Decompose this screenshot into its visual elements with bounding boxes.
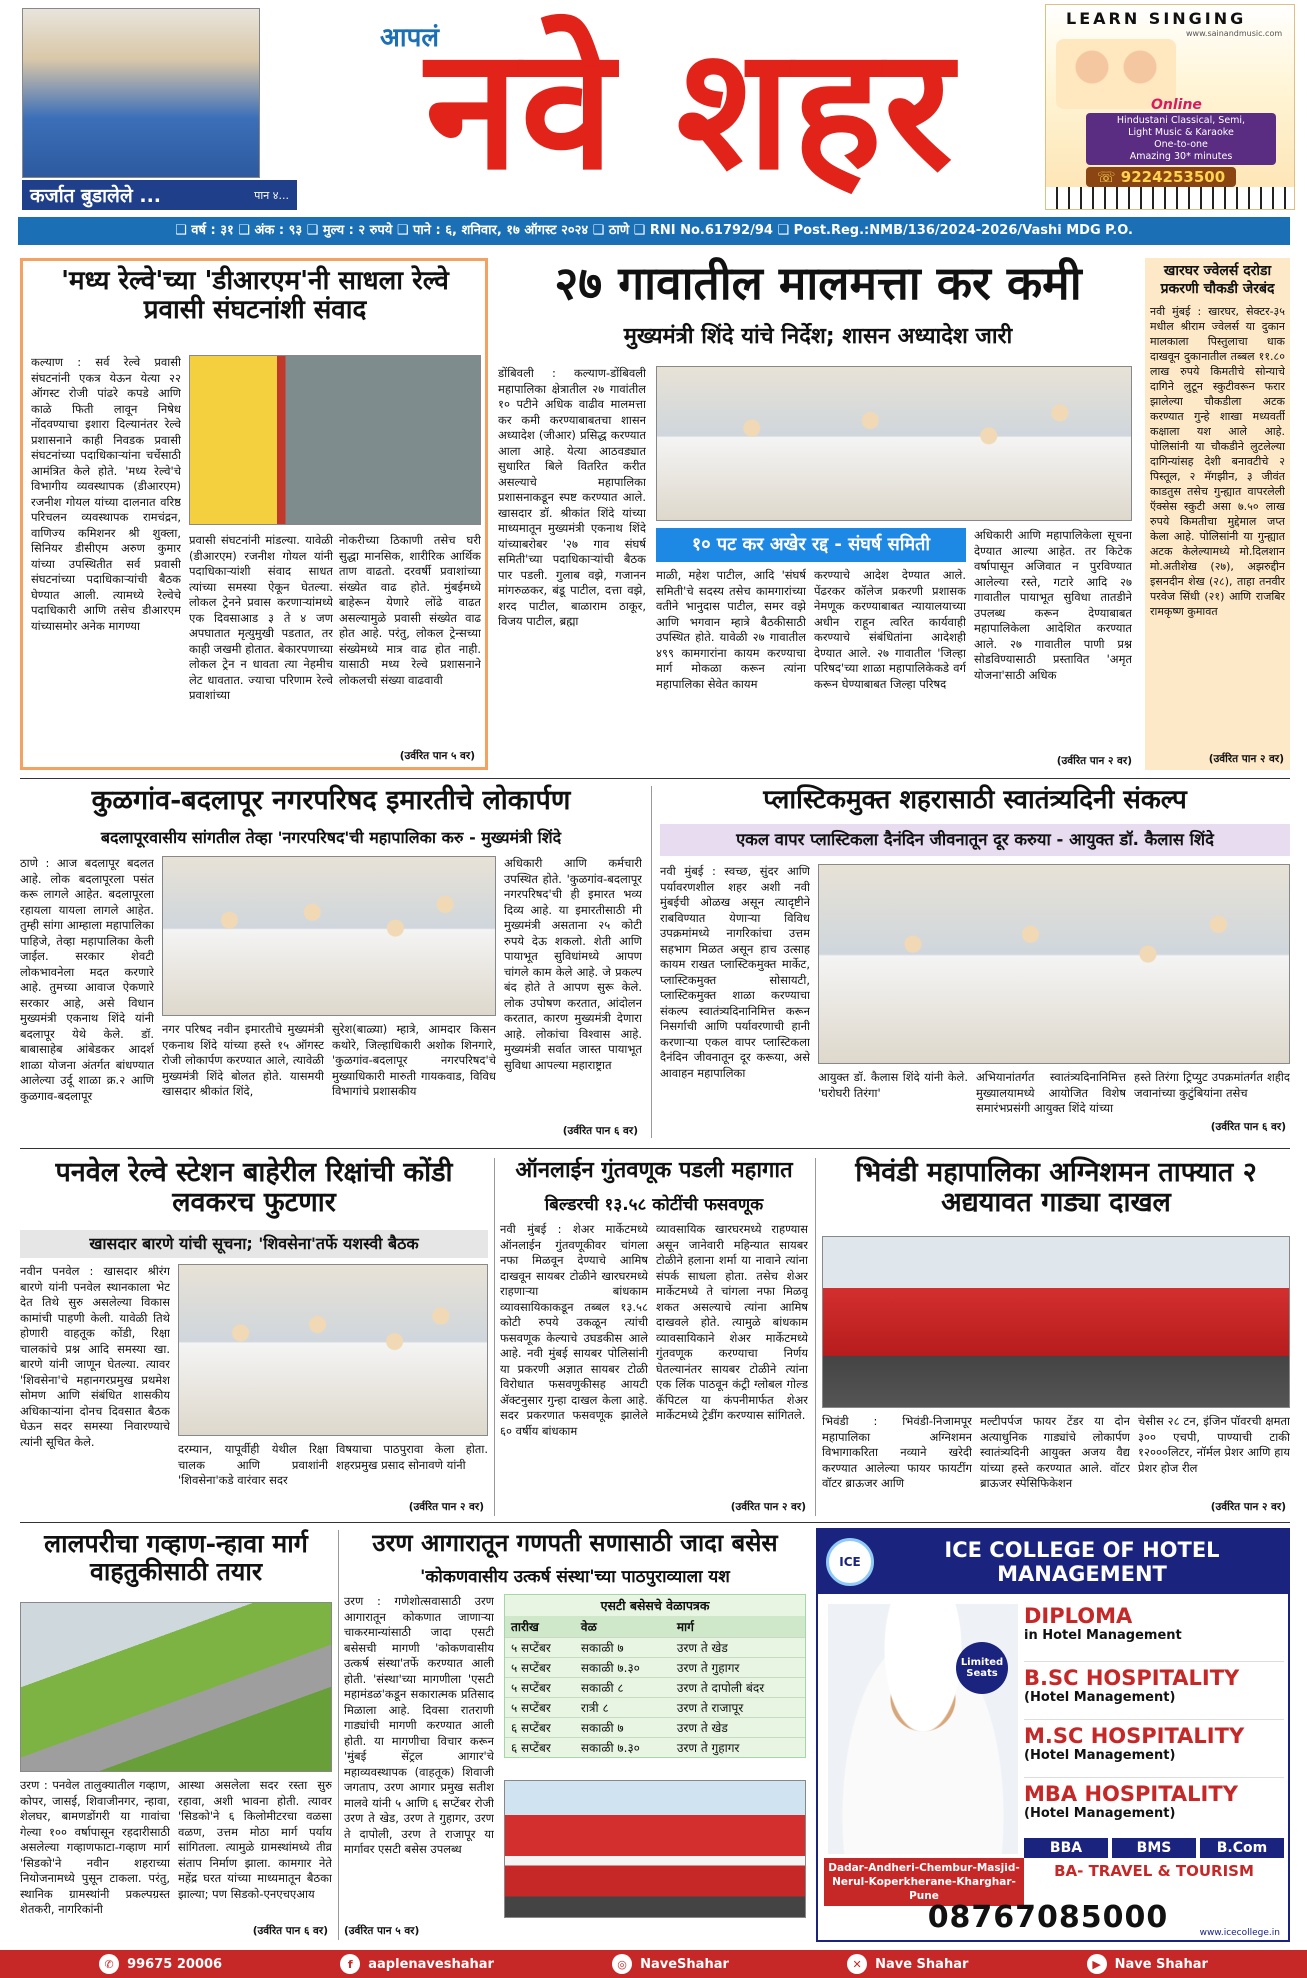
divider: [494, 1158, 495, 1516]
bhiwandi-col3: चेसीस २८ टन, इंजिन पॉवरची क्षमता ३०० एचपी, पाण्याची टाकी १२०००लिटर, नॉर्मल प्रेशर आणि हाय प्रेशर होज रील: [1138, 1414, 1290, 1475]
facebook-icon: f: [340, 1954, 360, 1974]
lalpari-continued: (उर्वरित पान ६ वर): [252, 1925, 328, 1937]
course-item: [1024, 1720, 1284, 1778]
divider: [20, 1522, 1290, 1523]
panvel-continued: (उर्वरित पान २ वर): [408, 1501, 484, 1513]
music-ad-brand: LEARN SINGING: [1066, 9, 1247, 28]
footer-whatsapp[interactable]: [99, 1954, 222, 1974]
table-row: [505, 1638, 805, 1658]
kharghar-headline: खारघर ज्वेलर्स दरोडा प्रकरणी चौकडी जेरबंद: [1160, 263, 1275, 297]
divider: [20, 1148, 1290, 1149]
facebook-handle: aaplenaveshahar: [368, 1956, 494, 1972]
panvel-col3: विषयाचा पाठपुरावा केला होता. शहरप्रमुख प्रसाद सोनावणे यांनी: [336, 1442, 488, 1472]
table-row: [505, 1738, 805, 1758]
table-cell: ६ सप्टेंबर: [505, 1718, 575, 1738]
kulgaon-col1: ठाणे : आज बदलापूर बदलत आहे. लोक बदलापूरला पसंत करू लागले आहेत. बदलापूरला रहायला यायला लागले आहेत. तुम्ही सांगा आम्हाला महापालिका पाहिजे, तेव्हा महापालिका केली जाईल. सरकार शेवटी लोकभावनेला मदत करणारे आहे. तुमच्या आवाज ऐकणारे सरकार आहे, असे विधान मुख्यमंत्री एकनाथ शिंदे यांनी बदलापूर येथे केले. डॉ. बाबासाहेब आंबेडकर आदर्श शाळा योजना अंतर्गत बांधण्यात आलेल्या उर्दू शाळा क्र.२ आणि कुळगाव-बदलापूर: [20, 856, 154, 1103]
uran-subheadline: 'कोकणवासीय उत्कर्ष संस्था'च्या पाठपुराव्याला यश: [420, 1567, 730, 1587]
whatsapp-icon: ✆: [99, 1954, 119, 1974]
bus-schedule-table: [505, 1616, 805, 1757]
plastic-subheadline: एकल वापर प्लास्टिकला दैनंदिन जीवनातून दूर करुया - आयुक्त डॉ. कैलास शिंदे: [660, 824, 1290, 856]
course-item: [1024, 1604, 1284, 1662]
uran-table-title: एसटी बसेसचे वेळापत्रक: [600, 1598, 710, 1613]
course-name: M.SC HOSPITALITY: [1024, 1724, 1245, 1748]
bhiwandi-col2: मल्टीपर्पज फायर टेंडर या दोन अत्याधुनिक गाड्यांचे लोकार्पण स्वातंत्र्यदिनी आयुक्त अजय वैद्य यांच्या हस्ते करण्यात आले. वॉटर ब्राऊजर स्पेसिफिकेशन: [980, 1414, 1130, 1490]
ice-logo-icon: ICE: [826, 1538, 874, 1586]
music-ad-line: Light Music & Karaoke: [1128, 127, 1234, 138]
online-subheadline: बिल्डरची १३.५८ कोटींची फसवणूक: [544, 1195, 764, 1215]
panvel-col2: दरम्यान, यापूर्वीही येथील रिक्षा चालक आणि प्रवाशांनी 'शिवसेना'कडे वारंवार सदर: [178, 1442, 328, 1487]
story-plastic: [660, 786, 1290, 1138]
bhiwandi-continued: (उर्वरित पान २ वर): [1210, 1501, 1286, 1513]
music-ad-line: Amazing 30* minutes: [1129, 151, 1233, 162]
ice-ad-title: ICE COLLEGE OF HOTEL MANAGEMENT: [944, 1538, 1220, 1586]
online-headline: ऑनलाईन गुंतवणूक पडली महागात: [515, 1157, 793, 1183]
kulgaon-subheadline: बदलापूरवासीय सांगतील तेव्हा 'नगरपरिषद'ची महापालिका करु - मुख्यमंत्री शिंदे: [100, 828, 562, 847]
instagram-icon: ◎: [612, 1954, 632, 1974]
table-cell: ५ सप्टेंबर: [505, 1638, 575, 1658]
table-row: [505, 1658, 805, 1678]
info-bar: ❑ वर्ष : ३१ ❑ अंक : ९३ ❑ मुल्य : २ रुपये ❑ पाने : ६, शनिवार, १७ ऑगस्ट २०२४ ❑ ठाणे ❑ RNI No.61792/94 ❑ Post.Reg.:NMB/136/2024-2026/Vashi MDG P.O.: [18, 217, 1290, 245]
kulgaon-col3: सुरेश(बाळ्या) म्हात्रे, आमदार किसन कथोरे, जिल्हाधिकारी अशोक शिनगारे, 'कुळगांव-बदलापूर नगरपरिषद'चे मुख्याधिकारी मारुती गायकवाड, विविध विभागांचे प्रशासकीय: [332, 1022, 496, 1098]
tax-subheadline: मुख्यमंत्री शिंदे यांचे निर्देश; शासन अध्यादेश जारी: [623, 324, 1013, 349]
divider: [651, 786, 652, 1138]
tax-headline: २७ गावातील मालमत्ता कर कमी: [554, 256, 1082, 310]
panvel-subheadline: खासदार बारणे यांची सूचना; 'शिवसेना'तर्फे यशस्वी बैठक: [20, 1230, 488, 1258]
course-detail: (Hotel Management): [1024, 1690, 1176, 1705]
ice-locations: Dadar-Andheri-Chembur-Masjid-Nerul-Koperkherane-Kharghar-Pune: [824, 1858, 1024, 1906]
course-item: [1024, 1778, 1284, 1836]
table-row: [505, 1678, 805, 1698]
table-cell: ५ सप्टेंबर: [505, 1678, 575, 1698]
railway-continued: (उर्वरित पान ५ वर): [399, 750, 475, 762]
lalpari-col1: उरण : पनवेल तालुक्यातील गव्हाण, कोपर, जासई, शिवाजीनगर, न्हावा, शेलघर, बामणडोंगरी या गावांचा गेल्या १०० वर्षापासून रहदारीसाठी असलेल्या गव्हाणफाटा-गव्हाण मार्ग 'सिडको'ने नवीन शहराच्या नियोजनामध्ये पुसून टाकला. परंतु, स्थानिक ग्रामस्थांनी प्रकल्पग्रस्त शेतकरी, नागरिकांनी: [20, 1778, 170, 1916]
ice-phone[interactable]: 08767085000: [927, 1900, 1169, 1935]
table-row: [505, 1698, 805, 1718]
footer-bar: [0, 1950, 1307, 1978]
piano-keys-graphic: [1046, 187, 1294, 209]
kharghar-continued: (उर्वरित पान २ वर): [1208, 753, 1284, 765]
plastic-col1: नवी मुंबई : स्वच्छ, सुंदर आणि पर्यावरणशील शहर अशी नवी मुंबईची ओळख असून त्यादृष्टीने राबविण्यात येणाऱ्या विविध उपक्रमांमध्ये नागरिकांचा उत्तम सहभाग मिळत असून हाच उत्साह कायम राखत प्लास्टिकमुक्त मार्केट, प्लास्टिकमुक्त सोसायटी, प्लास्टिकमुक्त शाळा करण्याचा संकल्प स्वातंत्र्यदिनानिमित्त करून निसर्गाची आणि पर्यावरणाची हानी करणाऱ्या एकल वापर प्लास्टिकला दैनंदिन जीवनातून दूर करूया, असे आवाहन महापालिका: [660, 864, 810, 1080]
ice-college-ad[interactable]: [816, 1528, 1290, 1942]
uran-col1: उरण : गणेशोत्सवासाठी उरण आगारातून कोकणात जाणाऱ्या चाकरमान्यांसाठी जादा एसटी बसेसची मागणी 'कोकणवासीय उत्कर्ष संस्था'तर्फे करण्यात आली होती. 'संस्था'च्या मागणीला 'एसटी महामंडळ'कडून सकारात्मक प्रतिसाद मिळाला आहे. दिवसा रातराणी गाड्यांची मागणी करण्यात आली होती. या मागणीचा विचार करून 'मुंबई सेंट्रल आगार'चे महाव्यवस्थापक (वाहतूक) शिवाजी जगताप, उरण आगार प्रमुख सतीश मालवे यांनी ५ आणि ६ सप्टेंबर रोजी उरण ते खेड, उरण ते गुहागर, उरण ते दापोली, उरण ते राजापूर या मार्गावर एसटी बसेस उपलब्ध: [344, 1594, 494, 1856]
divider: [20, 778, 1290, 779]
table-cell: उरण ते गुहागर: [671, 1738, 805, 1758]
panvel-headline: पनवेल रेल्वे स्टेशन बाहेरील रिक्षांची कोंडी लवकरच फुटणार: [55, 1157, 453, 1218]
lalpari-col2: आस्था असलेला सदर रस्ता सुरु रहावा, अशी भावना होती. त्यावर 'सिडको'ने ६ किलोमीटरचा वळसा वळण, उत्तम मोठा मार्ग पर्याय सांगितला. त्यामुळे ग्रामस्थांमध्ये तीव्र संताप निर्माण झाला. कामगार नेते महेंद्र घरत यांच्या माध्यमातून बैठका झाल्या; पण सिडको-एनएचएआय: [178, 1778, 332, 1901]
ice-course-list: [1024, 1604, 1284, 1880]
table-cell: सकाळी ७.३०: [575, 1738, 671, 1758]
instagram-handle: NaveShahar: [640, 1956, 729, 1972]
music-ad[interactable]: [1045, 4, 1295, 210]
story-railway: [20, 258, 488, 770]
tax-banner: १० पट कर अखेर रद्द - संघर्ष समिती: [656, 528, 966, 562]
table-header: मार्ग: [671, 1616, 805, 1638]
whatsapp-number: 99675 20006: [127, 1956, 223, 1972]
masthead-pre: आपलं: [380, 23, 439, 53]
music-ad-online: Online: [1151, 97, 1202, 113]
tag-bms: BMS: [1112, 1838, 1196, 1858]
table-cell: ६ सप्टेंबर: [505, 1738, 575, 1758]
lalpari-photo: [20, 1602, 332, 1772]
story-kulgaon: [20, 786, 642, 1138]
kulgaon-headline: कुळगांव-बदलापूर नगरपरिषद इमारतीचे लोकार्पण: [91, 785, 571, 816]
masthead-photo: [22, 8, 260, 178]
tax-col4: अधिकारी आणि महापालिकेला सूचना देण्यात आल्या आहेत. तर किटेक वर्षापासून अजिवात न पुरविण्यात आलेल्या रस्ते, गटारे आदि २७ गावातील पायाभूत सुविधा तातडीने उपलब्ध करून देण्याबाबत महापालिकेला आदेशित करण्यात आले. २७ गावातील पाणी प्रश्न सोडविण्यासाठी प्रस्तावित 'अमृत योजना'साठी अधिक: [974, 528, 1132, 682]
online-col2: व्यावसायिक खारघरमध्ये राहण्यास असून जानेवारी महिन्यात सायबर टोळीने हलाना शर्मा या नावाने त्यांना संपर्क साधला होता. तसेच शेअर मार्केटमध्ये ते चांगला नफा मिळवू शकत असल्याचे त्यांना आमिष दाखवले होते. त्यामुळे बांधकाम व्यावसायिकाने शेअर मार्केटमध्ये गुंतवणूक करण्याचा निर्णय घेतल्यानंतर सायबर टोळीने त्यांना एक लिंक पाठवून कंट्री ग्लोबल गोल्ड कॅपिटल या कंपनीमार्फत शेअर मार्केटमध्ये ट्रेडींग करण्यास सांगितले.: [656, 1222, 808, 1422]
uran-headline: उरण आगारातून गणपती सणासाठी जादा बसेस: [372, 1528, 778, 1557]
kharghar-body: नवी मुंबई : खारघर, सेक्टर-३५ मधील श्रीराम ज्वेलर्स या दुकान मालकाला पिस्तुलाचा धाक दाखवून दुकानातील तब्बल ११.८० लाख रुपये किमतीचे सोन्याचे दागिने लुटून स्कुटीवरून फरार झालेल्या चौकडीला अटक करण्यात गुन्हे शाखा मध्यवर्ती कक्षाला यश आले आहे. पोलिसांनी या चौकडीने लुटलेल्या दागिन्यांसह देशी बनावटीचे २ पिस्तूल, २ मॅगझीन, ३ जीवंत काडतुस तसेच गुन्ह्यात वापरलेली ऍक्सेस स्कुटी असा ७.५० लाख रुपये किमतीचा मुद्देमाल जप्त केला आहे. पोलिसांनी या गुन्ह्यात अटक केलेल्यामध्ये मो.दिलशान मो.अतीशेख (२७), अझरुद्दीन इसनदीन शेख (२८), ताहा तनवीर परवेज सिंधी (२१) आणि राजबिर रामकृष्ण कुमावत: [1150, 305, 1285, 618]
table-cell: उरण ते खेड: [671, 1718, 805, 1738]
uran-bus-photo: [504, 1780, 806, 1918]
tax-continued: (उर्वरित पान २ वर): [1056, 755, 1132, 767]
music-ad-phone[interactable]: [1086, 167, 1236, 187]
table-cell: ५ सप्टेंबर: [505, 1698, 575, 1718]
music-ad-site: www.sainandmusic.com: [1186, 29, 1283, 38]
course-detail: (Hotel Management): [1024, 1748, 1176, 1763]
table-cell: ५ सप्टेंबर: [505, 1658, 575, 1678]
chef-illustration: [828, 1604, 1018, 1854]
story-panvel: [20, 1158, 488, 1516]
kulgaon-col2: नगर परिषद नवीन इमारतीचे मुख्यमंत्री एकनाथ शिंदे यांच्या हस्ते १५ ऑगस्ट रोजी लोकार्पण करण्यात आले, त्यावेळी मुख्यमंत्री शिंदे बोलत होते. यासमयी खासदार श्रीकांत शिंदे,: [162, 1022, 324, 1098]
footer-x[interactable]: [847, 1954, 968, 1974]
tag-bcom: B.Com: [1200, 1838, 1284, 1858]
tax-col1: डोंबिवली : कल्याण-डोंबिवली महापालिका क्षेत्रातील २७ गावांतील १० पटीने अधिक वाढीव मालमत्ता कर कमी करण्याबाबतचा शासन अध्यादेश (जीआर) प्रसिद्ध करण्यात आला आहे. येत्या आठवड्यात सुधारित बिले वितरित करीत असल्याचे महापालिका प्रशासनाकडून स्पष्ट करण्यात आले. खासदार डॉ. श्रीकांत शिंदे यांच्या माध्यमातून मुख्यमंत्री एकनाथ शिंदे यांच्याबरोबर '२७ गाव संघर्ष समिती'च्या पदाधिकाऱ्यांची बैठक पार पडली. गुलाब वझे, गजानन मांगरुळकर, बंडू पाटील, दत्ता वझे, शरद पाटील, बाळाराम ठाकूर, विजय पाटील, ब्रह्मा: [498, 366, 646, 628]
music-ad-lines: [1086, 113, 1276, 165]
ice-ad-header: [818, 1530, 1288, 1594]
x-icon: ✕: [847, 1954, 867, 1974]
ice-badge: Limited Seats: [956, 1642, 1008, 1694]
divider: [338, 1530, 339, 1940]
youtube-icon: ▶: [1087, 1954, 1107, 1974]
kulgaon-continued: (उर्वरित पान ६ वर): [562, 1125, 638, 1137]
course-name: B.SC HOSPITALITY: [1024, 1666, 1240, 1690]
panvel-col1: नवीन पनवेल : खासदार श्रीरंग बारणे यांनी पनवेल स्थानकाला भेट देत तिथे सुरु असलेल्या विकास कामांची पाहणी केली. यावेळी तिथे होणारी वाहतूक कोंडी, रिक्षा चालकांचे प्रश्न आदि समस्या खा. बारणे यांनी जाणून घेतल्या. त्यावर 'शिवसेना'चे महानगरप्रमुख प्रथमेश सोमण आणि संबंधित शासकीय अधिकाऱ्यांना दोनच दिवसात बैठक घेऊन सदर समस्या निवारण्याचे त्यांनी सूचित केले.: [20, 1264, 170, 1449]
tax-col2: माळी, महेश पाटील, आदि 'संघर्ष समिती'चे सदस्य तसेच कामगारांच्या वतीने भानुदास पाटील, समर वझे आणि भगवान म्हात्रे बैठकीसाठी उपस्थित होते. यावेळी २७ गावातील ४९९ कामगारांना कायम करण्याचा मार्ग मोकळा करून त्यांना महापालिका सेवेत कायम: [656, 568, 806, 691]
railway-photo: [189, 355, 481, 525]
plastic-col3: अभियानांतर्गत स्वातंत्र्यदिनानिमित्त मुख्यालयामध्ये आयोजित विशेष समारंभप्रसंगी आयुक्त शिंदे यांच्या: [976, 1070, 1126, 1115]
plastic-photo: [818, 864, 1290, 1064]
railway-headline: 'मध्य रेल्वे'च्या 'डीआरएम'नी साधला रेल्वे प्रवासी संघटनांशी संवाद: [61, 266, 449, 325]
ice-tags: [1024, 1838, 1284, 1858]
footer-instagram[interactable]: [612, 1954, 729, 1974]
table-cell: उरण ते गुहागर: [671, 1658, 805, 1678]
bhiwandi-col1: भिवंडी : भिवंडी-निजामपूर महापालिका अग्निशमन विभागाकरिता नव्याने खरेदी करण्यात आलेल्या फायर फायटींग वॉटर ब्राऊजर आणि: [822, 1414, 972, 1490]
teaser-text: कर्जात बुडालेले ...: [30, 185, 162, 207]
online-col1: नवी मुंबई : शेअर मार्केटमध्ये ऑनलाईन गुंतवणूकीवर चांगला नफा मिळवून देण्याचे आमिष दाखवून सायबर टोळीने खारघरमध्ये राहणाऱ्या बांधकाम व्यावसायिकाकडून तब्बल १३.५८ कोटी रुपये उकळून त्यांची फसवणूक केल्याचे उघडकीस आले आहे. नवी मुंबई सायबर पोलिसांनी या प्रकरणी अज्ञात सायबर टोळी विरोधात फसवणुकीसह आयटी ॲक्टनुसार गुन्हा दाखल केला आहे. सदर प्रकरणात फसवणूक झालेले ६० वर्षीय बांधकाम: [500, 1222, 648, 1438]
ice-site[interactable]: www.icecollege.in: [1199, 1928, 1280, 1938]
teaser-bar[interactable]: [22, 180, 297, 210]
bhiwandi-photo: [822, 1236, 1290, 1408]
music-ad-phone-number: 9224253500: [1120, 168, 1226, 186]
table-cell: उरण ते दापोली बंदर: [671, 1678, 805, 1698]
table-cell: उरण ते राजापूर: [671, 1698, 805, 1718]
footer-facebook[interactable]: [340, 1954, 494, 1974]
table-cell: उरण ते खेड: [671, 1638, 805, 1658]
table-header: तारीख: [505, 1616, 575, 1638]
table-cell: रात्री ८: [575, 1698, 671, 1718]
plastic-headline: प्लास्टिकमुक्त शहरासाठी स्वातंत्र्यदिनी संकल्प: [763, 785, 1187, 815]
uran-continued: (उर्वरित पान ५ वर): [344, 1925, 420, 1937]
phone-icon: ☏: [1096, 168, 1121, 186]
x-handle: Nave Shahar: [875, 1956, 969, 1972]
bhiwandi-headline: भिवंडी महापालिका अग्निशमन ताफ्यात २ अद्ययावत गाड्या दाखल: [855, 1157, 1257, 1218]
course-detail: (Hotel Management): [1024, 1806, 1176, 1821]
uran-bus-table: [504, 1594, 806, 1758]
course-detail: in Hotel Management: [1024, 1628, 1182, 1643]
table-cell: सकाळी ७: [575, 1638, 671, 1658]
panvel-photo: [178, 1264, 488, 1436]
lalpari-headline: लालपरीचा गव्हाण-न्हावा मार्ग वाहतुकीसाठी तयार: [44, 1529, 308, 1586]
story-lalpari: [20, 1530, 332, 1940]
online-continued: (उर्वरित पान २ वर): [730, 1501, 806, 1513]
table-header: वेळ: [575, 1616, 671, 1638]
youtube-handle: Nave Shahar: [1114, 1956, 1208, 1972]
table-cell: सकाळी ७.३०: [575, 1658, 671, 1678]
teaser-page: पान ४...: [254, 188, 289, 202]
plastic-continued: (उर्वरित पान ६ वर): [1210, 1121, 1286, 1133]
tax-col3: करण्याचे आदेश देण्यात आले. पेंढरकर कॉलेज प्रकरणी प्रशासक नेमणूक करण्याबाबत न्यायालयाच्या अधीन राहून त्वरित कार्यवाही करण्याचे संबंधितांना आदेशही देण्यात आले. २७ गावातील 'जिल्हा परिषद'च्या शाळा महापालिकेकडे वर्ग करून घेण्याबाबत जिल्हा परिषद: [814, 568, 966, 691]
music-ad-line: Hindustani Classical, Semi,: [1116, 115, 1246, 126]
story-uran: [344, 1530, 806, 1940]
music-ad-line: One-to-one: [1154, 139, 1208, 150]
masthead-title: नवे शहर: [425, 9, 955, 207]
story-bhiwandi: [822, 1158, 1290, 1516]
table-cell: सकाळी ७: [575, 1718, 671, 1738]
plastic-col4: हस्ते तिरंगा ट्रिप्युट उपक्रमांतर्गत शहीद जवानांच्या कुटुंबियांना तसेच: [1134, 1070, 1290, 1100]
tax-photo: [656, 366, 1132, 521]
story-kharghar: [1145, 258, 1290, 770]
railway-col2: प्रवासी संघटनांनी मांडल्या. यावेळी (डीआरएम) रजनीश गोयल यांनी पदाधिकाऱ्यांशी संवाद साधत त्यांच्या समस्या ऐकून घेतल्या. लोकल ट्रेनने प्रवास करणाऱ्यांमध्ये एक दिवसाआड ३ ते ४ जण अपघातात मृत्युमुखी पडतात, तर काही जखमी होतात. बेकारपणाच्या लोकल ट्रेन न धावता त्या नेहमीच लेट धावतात. ज्याचा परिणाम रेल्वे प्रवाशांच्या: [189, 533, 333, 702]
course-item: [1024, 1662, 1284, 1720]
table-cell: सकाळी ८: [575, 1678, 671, 1698]
course-name: DIPLOMA: [1024, 1604, 1133, 1628]
story-online: [500, 1158, 808, 1516]
railway-col3: नोकरीच्या ठिकाणी तसेच घरी सुद्धा मानसिक, शारीरिक आर्थिक ताण वाढतो. दरवर्षी प्रवाशांच्या संख्येत वाढ होते. मुंबईमध्ये बाहेरून येणारे लोंढे वाढत असल्यामुळे प्रवासी संख्येत वाढ होत आहे. परंतु, लोकल ट्रेन्सच्या संख्येमध्ये मात्र वाढ होत नाही. यासाठी मध्य रेल्वे प्रशासनाने लोकलची संख्या वाढवावी: [339, 533, 481, 687]
footer-youtube[interactable]: [1087, 1954, 1208, 1974]
kulgaon-photo: [162, 856, 496, 1016]
ice-extra: BA- TRAVEL & TOURISM: [1054, 1862, 1254, 1880]
railway-col1: कल्याण : सर्व रेल्वे प्रवासी संघटनांनी एकत्र येऊन येत्या २२ ऑगस्ट रोजी पांढरे कपडे आणि काळे फिती लावून निषेध नोंदवण्याचा इशारा दिल्यानंतर रेल्वे प्रशासनाने काही निवडक प्रवासी संघटनांच्या पदाधिकाऱ्यांना चर्चेसाठी आमंत्रित केले होते. 'मध्य रेल्वे'चे विभागीय व्यवस्थापक (डीआरएम) रजनीश गोयल यांच्या दालनात वरिष्ठ परिचलन व्यवस्थापक रामचंद्रन, वाणिज्य कमिशनर श्री शुक्ला, सिनियर डीसीएम अरुण कुमार यांच्या उपस्थितीत सर्व प्रवासी संघटनांच्या पदाधिकाऱ्यांची बैठक घेण्यात आली. त्यामध्ये रेल्वेचे पदाधिकारी आणि तसेच डीआरएम यांच्यासमोर अनेक मागण्या: [31, 355, 181, 633]
divider: [815, 1158, 816, 1516]
course-name: MBA HOSPITALITY: [1024, 1782, 1238, 1806]
tag-bba: BBA: [1024, 1838, 1108, 1858]
story-tax: [498, 258, 1138, 770]
table-row: [505, 1718, 805, 1738]
plastic-col2: आयुक्त डॉ. कैलास शिंदे यांनी केले. 'घरोघरी तिरंगा': [818, 1070, 968, 1100]
kulgaon-col4: अधिकारी आणि कर्मचारी उपस्थित होते. 'कुळगांव-बदलापूर नगरपरिषद'ची ही इमारत भव्य दिव्य आहे. या इमारतीसाठी मी मुख्यमंत्री असताना २५ कोटी रुपये देऊ शकलो. शेती आणि पायाभूत सुविधांमध्ये आपण चांगले काम केले आहे. जे प्रकल्प बंद होते ते आपण सुरू केले. लोक उपोषण करतात, आंदोलन करतात, कारण मुख्यमंत्री देणारा आहे. लोकांचा विश्वास आहे. मुख्यमंत्री सर्वात जास्त पायाभूत सुविधा आपल्या महाराष्ट्रात: [504, 856, 642, 1072]
